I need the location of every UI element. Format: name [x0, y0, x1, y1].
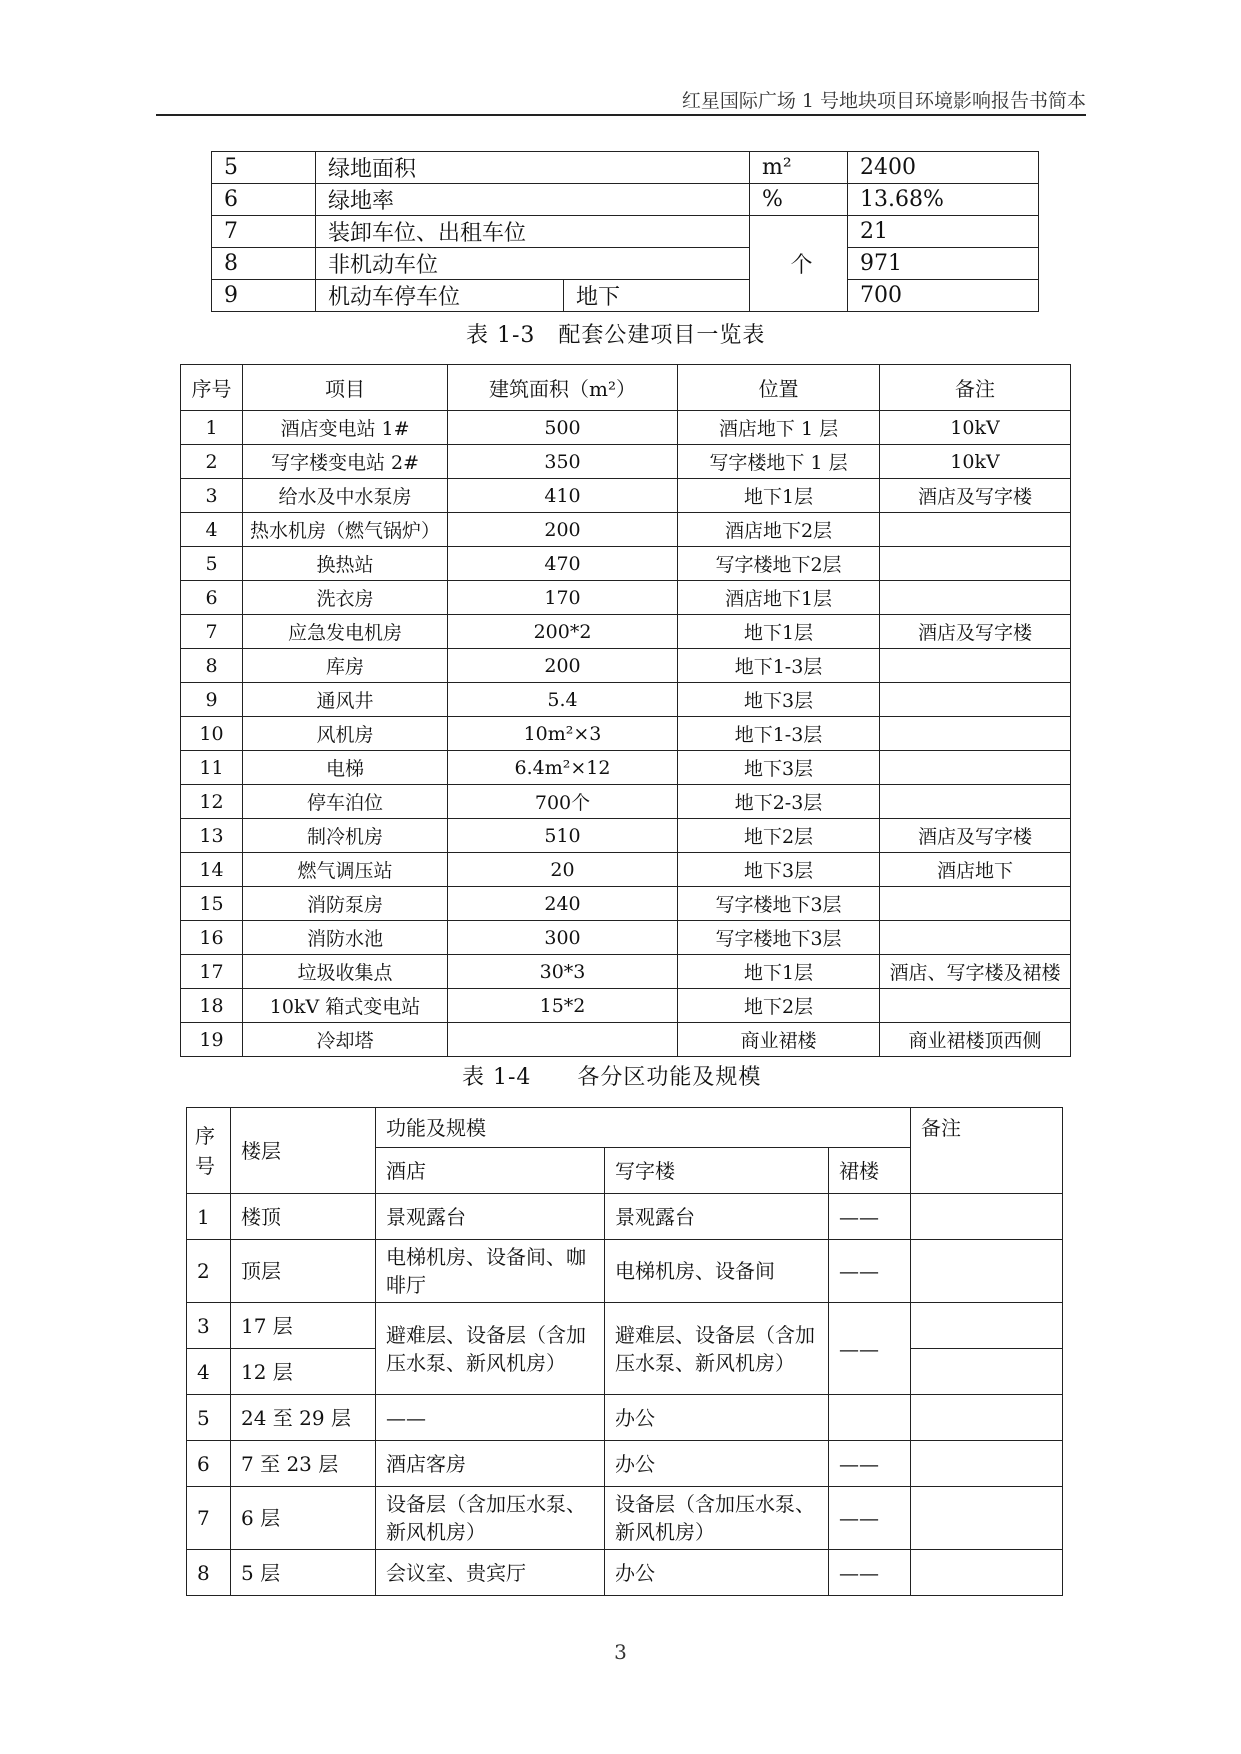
row-location: 地下1层: [678, 479, 880, 513]
header-no-label: 序号: [195, 1123, 215, 1178]
row-location: 写字楼地下2层: [678, 547, 880, 581]
row-no: 6: [181, 581, 243, 615]
row-location: 地下1层: [678, 955, 880, 989]
row-floor: 楼顶: [231, 1194, 376, 1240]
row-no: 6: [187, 1441, 231, 1487]
row-location: 商业裙楼: [678, 1023, 880, 1057]
row-office: 办公: [605, 1441, 829, 1487]
table-row: [181, 853, 1071, 887]
row-item: 垃圾收集点: [243, 955, 448, 989]
row-no: 18: [181, 989, 243, 1023]
header-func: 功能及规模: [376, 1108, 911, 1148]
row-location: 地下2层: [678, 819, 880, 853]
row-item: 消防泵房: [243, 887, 448, 921]
row-hotel: ——: [376, 1395, 605, 1441]
page-number: 3: [614, 1640, 627, 1664]
row-podium: ——: [829, 1487, 911, 1550]
row-no: 4: [187, 1349, 231, 1395]
row-note: [880, 547, 1071, 581]
row-podium: ——: [829, 1441, 911, 1487]
row-item: 酒店变电站 1#: [243, 411, 448, 445]
row-no: 8: [187, 1550, 231, 1596]
row-note: [911, 1441, 1063, 1487]
row-floor: 顶层: [231, 1240, 376, 1303]
row-note: [880, 649, 1071, 683]
row-no: 9: [212, 280, 316, 312]
row-item: 热水机房（燃气锅炉）: [243, 513, 448, 547]
row-area: [448, 1023, 678, 1057]
table-row: [181, 921, 1071, 955]
row-no: 8: [212, 248, 316, 280]
row-note: [880, 751, 1071, 785]
table-row: [181, 649, 1071, 683]
row-podium: ——: [829, 1303, 911, 1395]
zones-table: [186, 1107, 1063, 1596]
row-location: 地下3层: [678, 683, 880, 717]
header-item: 项目: [243, 365, 448, 411]
row-area: 10m²×3: [448, 717, 678, 751]
row-note: 酒店及写字楼: [880, 479, 1071, 513]
row-note: [880, 513, 1071, 547]
header-hotel: 酒店: [376, 1148, 605, 1194]
row-name: 装卸车位、出租车位: [316, 216, 750, 248]
row-value: 13.68%: [848, 184, 1039, 216]
row-hotel: 会议室、贵宾厅: [376, 1550, 605, 1596]
row-unit: %: [750, 184, 848, 216]
row-podium: ——: [829, 1240, 911, 1303]
table3-caption: 表 1-3 配套公建项目一览表: [466, 323, 766, 348]
row-no: 3: [187, 1303, 231, 1349]
row-area: 510: [448, 819, 678, 853]
row-area: 240: [448, 887, 678, 921]
table-row: [181, 411, 1071, 445]
row-value: 2400: [848, 152, 1039, 184]
table4-caption: 表 1-4 各分区功能及规模: [462, 1065, 762, 1090]
row-no: 14: [181, 853, 243, 887]
row-note: [911, 1349, 1063, 1395]
row-note: 酒店、写字楼及裙楼: [880, 955, 1071, 989]
row-no: 11: [181, 751, 243, 785]
row-area: 410: [448, 479, 678, 513]
row-location: 地下3层: [678, 751, 880, 785]
header-no: 序号: [181, 365, 243, 411]
table-row: [212, 280, 1039, 312]
table-header-row: [187, 1108, 1063, 1148]
row-area: 5.4: [448, 683, 678, 717]
row-hotel: 电梯机房、设备间、咖啡厅: [376, 1240, 605, 1303]
row-value: 21: [848, 216, 1039, 248]
row-floor: 5 层: [231, 1550, 376, 1596]
row-item: 写字楼变电站 2#: [243, 445, 448, 479]
table-row: [212, 152, 1039, 184]
row-office: 景观露台: [605, 1194, 829, 1240]
row-podium: ——: [829, 1194, 911, 1240]
facilities-table: [180, 364, 1071, 1057]
row-item: 停车泊位: [243, 785, 448, 819]
row-floor: 17 层: [231, 1303, 376, 1349]
header-office: 写字楼: [605, 1148, 829, 1194]
row-no: 19: [181, 1023, 243, 1057]
table-row: [181, 819, 1071, 853]
row-note: 10kV: [880, 445, 1071, 479]
row-office: 设备层（含加压水泵、新风机房）: [605, 1487, 829, 1550]
row-item: 风机房: [243, 717, 448, 751]
row-item: 应急发电机房: [243, 615, 448, 649]
header-area: 建筑面积（m²）: [448, 365, 678, 411]
row-office: 电梯机房、设备间: [605, 1240, 829, 1303]
row-no: 15: [181, 887, 243, 921]
row-note: [911, 1240, 1063, 1303]
row-area: 470: [448, 547, 678, 581]
row-name: 绿地率: [316, 184, 750, 216]
row-area: 500: [448, 411, 678, 445]
row-area: 200: [448, 513, 678, 547]
row-note: 商业裙楼顶西侧: [880, 1023, 1071, 1057]
table-row: [187, 1194, 1063, 1240]
table-row: [187, 1550, 1063, 1596]
row-note: 酒店及写字楼: [880, 819, 1071, 853]
row-note: [880, 717, 1071, 751]
row-no: 10: [181, 717, 243, 751]
row-note: [880, 989, 1071, 1023]
row-note: [911, 1395, 1063, 1441]
row-location: 酒店地下2层: [678, 513, 880, 547]
table-header-row: [181, 365, 1071, 411]
row-item: 冷却塔: [243, 1023, 448, 1057]
table-row: [181, 887, 1071, 921]
table-row: [181, 955, 1071, 989]
header-no: [187, 1108, 231, 1194]
header-note: 备注: [880, 365, 1071, 411]
page-header: 红星国际广场 1 号地块项目环境影响报告书简本: [681, 90, 1086, 112]
row-area: 350: [448, 445, 678, 479]
row-floor: 6 层: [231, 1487, 376, 1550]
row-note: [911, 1550, 1063, 1596]
row-no: 5: [187, 1395, 231, 1441]
row-item: 给水及中水泵房: [243, 479, 448, 513]
row-hotel: 避难层、设备层（含加压水泵、新风机房）: [376, 1303, 605, 1395]
row-location: 地下1-3层: [678, 717, 880, 751]
table-row: [187, 1240, 1063, 1303]
row-item: 通风井: [243, 683, 448, 717]
row-podium: ——: [829, 1550, 911, 1596]
row-location: 写字楼地下 1 层: [678, 445, 880, 479]
row-no: 8: [181, 649, 243, 683]
row-office: 办公: [605, 1395, 829, 1441]
row-area: 15*2: [448, 989, 678, 1023]
table-row: [181, 615, 1071, 649]
row-sub: 地下: [564, 280, 750, 312]
row-value: 971: [848, 248, 1039, 280]
row-note: [880, 785, 1071, 819]
table-row: [181, 547, 1071, 581]
row-area: 170: [448, 581, 678, 615]
row-no: 6: [212, 184, 316, 216]
row-location: 地下2层: [678, 989, 880, 1023]
table-row: [181, 989, 1071, 1023]
row-note: 酒店及写字楼: [880, 615, 1071, 649]
row-no: 5: [212, 152, 316, 184]
row-note: [911, 1303, 1063, 1349]
row-area: 300: [448, 921, 678, 955]
row-location: 酒店地下1层: [678, 581, 880, 615]
row-location: 地下1-3层: [678, 649, 880, 683]
table-row: [187, 1487, 1063, 1550]
row-note: [911, 1194, 1063, 1240]
row-unit: 个: [750, 216, 848, 312]
row-note: [880, 921, 1071, 955]
row-area: 200: [448, 649, 678, 683]
table-row: [187, 1395, 1063, 1441]
row-no: 17: [181, 955, 243, 989]
row-note: [880, 683, 1071, 717]
row-unit: m²: [750, 152, 848, 184]
row-office: 办公: [605, 1550, 829, 1596]
row-item: 电梯: [243, 751, 448, 785]
row-area: 6.4m²×12: [448, 751, 678, 785]
row-no: 3: [181, 479, 243, 513]
header-podium: 裙楼: [829, 1148, 911, 1194]
row-note: 酒店地下: [880, 853, 1071, 887]
row-value: 700: [848, 280, 1039, 312]
row-location: 地下2-3层: [678, 785, 880, 819]
row-location: 写字楼地下3层: [678, 887, 880, 921]
row-location: 地下3层: [678, 853, 880, 887]
row-item: 燃气调压站: [243, 853, 448, 887]
row-item: 洗衣房: [243, 581, 448, 615]
table-row: [212, 216, 1039, 248]
row-no: 13: [181, 819, 243, 853]
row-floor: 7 至 23 层: [231, 1441, 376, 1487]
table-row: [212, 184, 1039, 216]
table-row: [187, 1303, 1063, 1349]
row-no: 5: [181, 547, 243, 581]
row-floor: 12 层: [231, 1349, 376, 1395]
row-floor: 24 至 29 层: [231, 1395, 376, 1441]
row-item: 库房: [243, 649, 448, 683]
row-name: 非机动车位: [316, 248, 750, 280]
row-name: 机动车停车位: [316, 280, 564, 312]
row-hotel: 酒店客房: [376, 1441, 605, 1487]
table-row: [181, 513, 1071, 547]
table-row: [187, 1441, 1063, 1487]
row-no: 4: [181, 513, 243, 547]
table-row: [181, 445, 1071, 479]
row-area: 200*2: [448, 615, 678, 649]
row-note: [911, 1487, 1063, 1550]
row-location: 写字楼地下3层: [678, 921, 880, 955]
row-note: [880, 887, 1071, 921]
header-rule: [156, 114, 1086, 116]
row-no: 16: [181, 921, 243, 955]
row-no: 1: [181, 411, 243, 445]
row-item: 换热站: [243, 547, 448, 581]
row-location: 地下1层: [678, 615, 880, 649]
header-note: 备注: [911, 1108, 1063, 1194]
table-row: [181, 785, 1071, 819]
row-area: 20: [448, 853, 678, 887]
row-item: 制冷机房: [243, 819, 448, 853]
row-no: 1: [187, 1194, 231, 1240]
row-no: 7: [181, 615, 243, 649]
table-row: [212, 248, 1039, 280]
row-item: 消防水池: [243, 921, 448, 955]
summary-table: [211, 151, 1039, 312]
row-item: 10kV 箱式变电站: [243, 989, 448, 1023]
row-no: 7: [187, 1487, 231, 1550]
table-row: [181, 683, 1071, 717]
row-note: [880, 581, 1071, 615]
row-location: 酒店地下 1 层: [678, 411, 880, 445]
table-row: [181, 479, 1071, 513]
row-area: 30*3: [448, 955, 678, 989]
row-no: 2: [181, 445, 243, 479]
header-floor: 楼层: [231, 1108, 376, 1194]
table-row: [181, 1023, 1071, 1057]
row-no: 7: [212, 216, 316, 248]
row-hotel: 景观露台: [376, 1194, 605, 1240]
header-location: 位置: [678, 365, 880, 411]
table-row: [181, 751, 1071, 785]
row-name: 绿地面积: [316, 152, 750, 184]
row-note: 10kV: [880, 411, 1071, 445]
row-no: 2: [187, 1240, 231, 1303]
row-podium: [829, 1395, 911, 1441]
row-office: 避难层、设备层（含加压水泵、新风机房）: [605, 1303, 829, 1395]
row-no: 12: [181, 785, 243, 819]
table-row: [181, 717, 1071, 751]
table-row: [181, 581, 1071, 615]
row-hotel: 设备层（含加压水泵、新风机房）: [376, 1487, 605, 1550]
row-no: 9: [181, 683, 243, 717]
row-area: 700个: [448, 785, 678, 819]
